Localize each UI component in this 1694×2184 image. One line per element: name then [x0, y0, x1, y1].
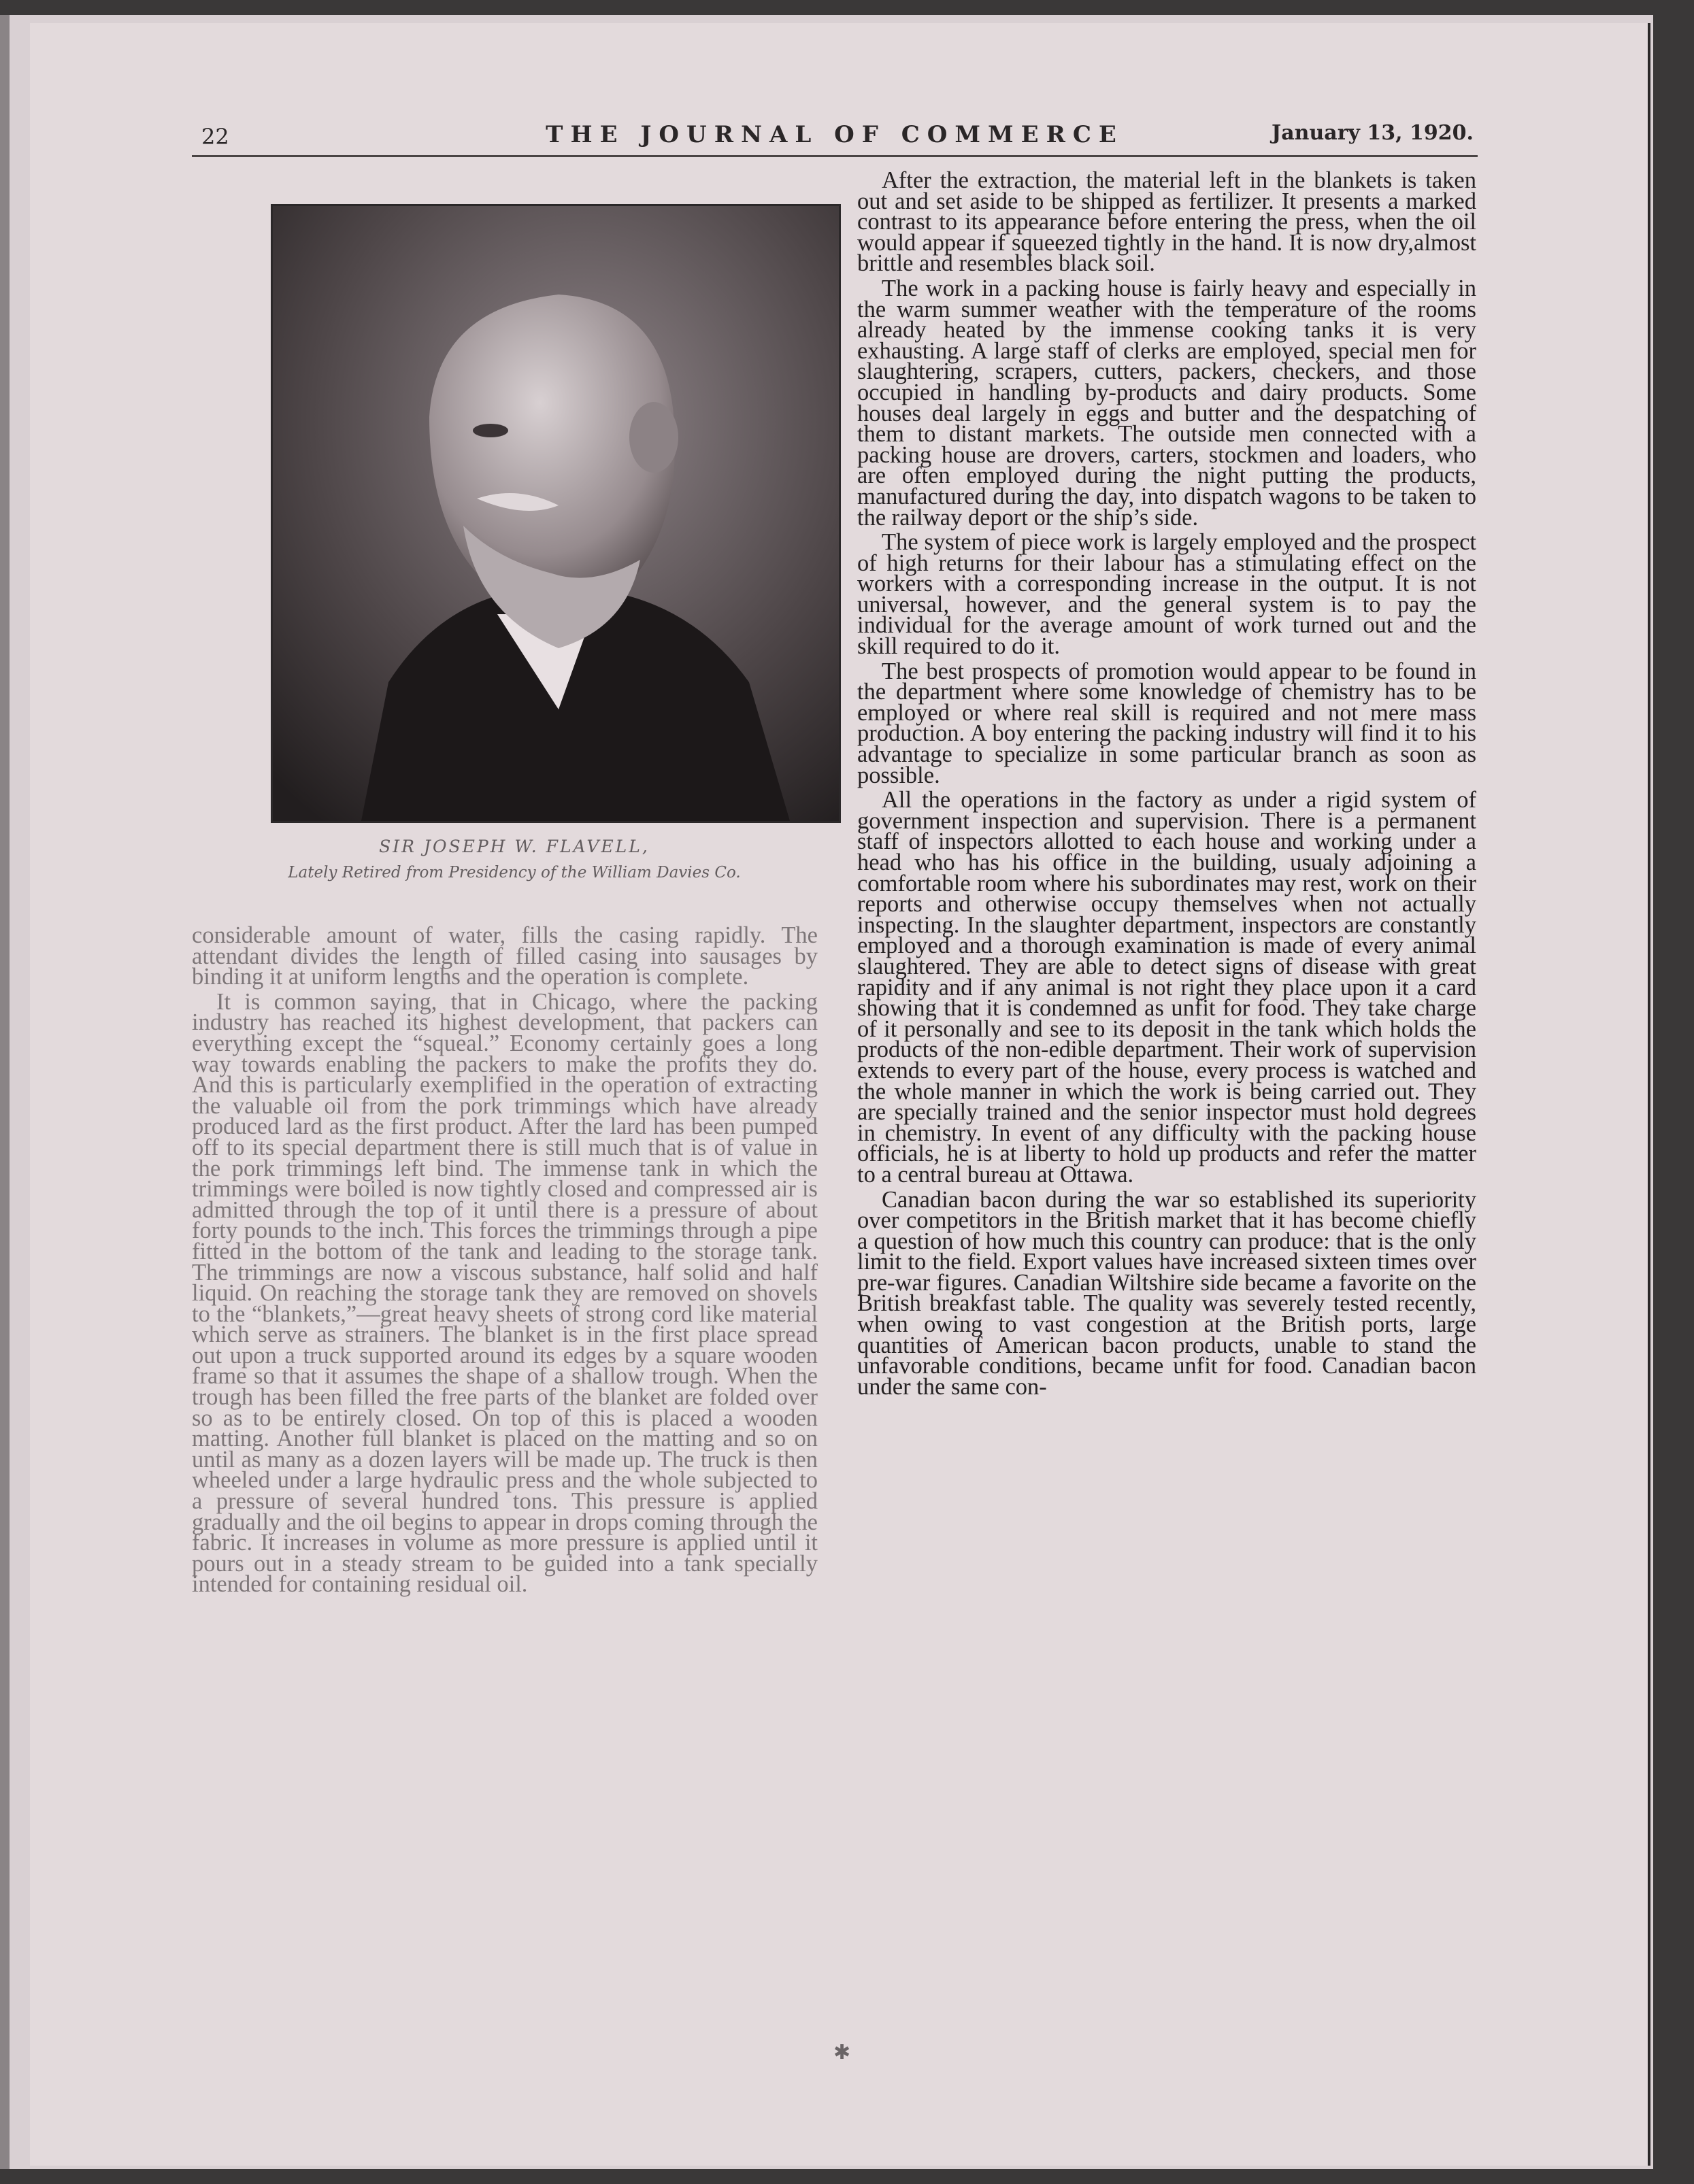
paragraph: Canadian bacon during the war so established its superiority over competitors in the British market that it has become chiefly a question of how much this country can produce: that is the only limit to the field. Export values have increased sixteen times over pre-war figures. Canadian Wiltshire side became a favorite on the British breakfast table. The quality was severely tested recently, when owing to vast congestion at the British ports, large quantities of American bacon products, unable to stand the unfavorable conditions, became unfit for food. Canadian bacon under the same con- [857, 1186, 1476, 1400]
paragraph: The system of piece work is largely employed and the prospect of high returns for their labour has a stimulating effect on the workers with a corresponding increase in the output. It is not universal, however, and the general system is to pay the individual for the average amount of work turned out and the skill required to do it. [857, 529, 1476, 660]
paragraph: After the extraction, the material left in the blankets is taken out and set aside to be shipped as fertilizer. It presents a marked contrast to its appearance before entering the press, when the oil would appear if squeezed tightly in the hand. It is now dry,almost brittle and resembles black soil. [857, 167, 1476, 277]
left-article-column [192, 922, 818, 1599]
paragraph: considerable amount of water, fills the casing rapidly. The attendant divides the length of filled casing into sausages by binding it at uniform lengths and the operation is complete. [192, 922, 818, 990]
paragraph: It is common saying, that in Chicago, where the packing industry has reached its highest development, that packers can everything except the “squeal.” Economy certainly goes a long way towards enabling the packers to make the profits they do. And this is particularly exemplified in the operation of extracting the valuable oil from the pork trimmings which have already produced lard as the first product. After the lard has been pumped off to its special department there is still much that is of value in the pork trimmings left bind. The immense tank in which the trimmings were boiled is now tightly closed and compressed air is admitted through the top of it until there is a pressure of about forty pounds to the inch. This forces the trimmings through a pipe fitted in the bottom of the tank and leading to the storage tank. The trimmings are now a viscous substance, half solid and half liquid. On reaching the storage tank they are removed on shovels to the “blankets,”—great heavy sheets of strong cord like material which serve as strainers. The blanket is in the first place spread out upon a truck supported around its edges by a square wooden frame so that it assumes the shape of a shallow trough. When the trough has been filled the free parts of the blanket are folded over so as to be entirely closed. On top of this is placed a wooden matting. Another full blanket is placed on the matting and so on until as many as a dozen layers will be made up. The truck is then wheeled under a large hydraulic press and the whole subjected to a pressure of several hundred tons. This pressure is applied gradually and the oil begins to appear in drops coming through the fabric. It increases in volume as more pressure is applied until it pours out in a steady stream to be guided into a tank specially intended for containing residual oil. [192, 988, 818, 1598]
portrait-illustration [273, 206, 839, 821]
page-header [192, 121, 1478, 157]
scan-edge-top [0, 0, 1694, 15]
page-number: 22 [201, 124, 229, 150]
scan-edge-bottom [0, 2169, 1694, 2184]
portrait-photo [271, 204, 841, 823]
ink-blot-mark: ✱ [833, 2040, 851, 2064]
paragraph: The best prospects of promotion would appear to be found in the department where some knowledge of chemistry has to be employed or where real skill is required and not mere mass production. A boy entering the packing industry will find it to his advantage to specialize in some particular branch as soon as possible. [857, 658, 1476, 788]
scan-edge-left [0, 0, 10, 2184]
photo-caption-subtitle: Lately Retired from Presidency of the William Davies Co. [288, 864, 741, 881]
paragraph: All the operations in the factory as under a rigid system of government inspection and supervision. There is a permanent staff of inspectors allotted to each house and working under a head who has his office in the building, usualy adjoining a comfortable room where his subordinates may rest, work on their reports and otherwise occupy themselves when not actually inspecting. In the slaughter department, inspectors are constantly employed and a thorough examination is made of every animal slaughtered. They are able to detect signs of disease with great rapidity and if any animal is not right they place upon it a card showing that it is condemned as unfit for food. They take charge of it personally and see to its deposit in the tank which holds the products of the non-edible department. Their work of supervision extends to every part of the house, every process is watched and the whole manner in which the work is being carried out. They are specially trained and the senior inspector must hold degrees in chemistry. In event of any difficulty with the packing house officials, he is at liberty to hold up products and refer the matter to a central bureau at Ottawa. [857, 787, 1476, 1188]
photo-caption-name: SIR JOSEPH W. FLAVELL, [379, 837, 650, 856]
journal-title: THE JOURNAL OF COMMERCE [546, 121, 1124, 148]
issue-date: January 13, 1920. [1272, 121, 1474, 145]
scan-edge-right [1653, 0, 1694, 2184]
right-article-column [857, 167, 1476, 1401]
paragraph: The work in a packing house is fairly heavy and especially in the warm summer weather with the temperature of the rooms already heated by the immense cooking tanks it is very exhausting. A large staff of clerks are employed, special men for slaughtering, scrapers, cutters, packers, checkers, and those occupied in handling by-products and dairy products. Some houses deal largely in eggs and butter and the despatching of them to distant markets. The outside men connected with a packing house are drovers, carters, stockmen and loaders, who are often employed during the night putting the products, manufactured during the day, into dispatch wagons to be taken to the railway deport or the ship’s side. [857, 275, 1476, 531]
